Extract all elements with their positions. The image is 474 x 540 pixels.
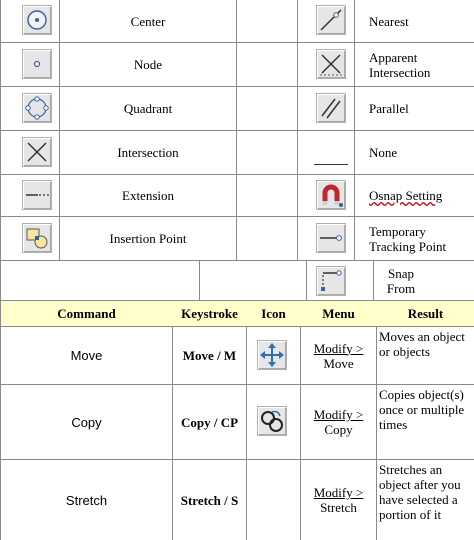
osnap-setting-magnet-icon bbox=[316, 180, 346, 210]
snap-label-insertion-point: Insertion Point bbox=[109, 231, 187, 246]
nearest-snap-icon bbox=[316, 5, 346, 35]
snap-label-temporary-tracking-point: Temporary Tracking Point bbox=[369, 223, 447, 254]
keystroke-stretch: Stretch / S bbox=[180, 492, 239, 508]
header-result: Result bbox=[377, 301, 474, 326]
menu-move-path: Modify > bbox=[313, 340, 364, 356]
parallel-snap-icon bbox=[316, 93, 346, 123]
snap-from-icon bbox=[316, 266, 346, 296]
menu-stretch bbox=[301, 460, 376, 540]
result-copy: Copies object(s) once or multiple times bbox=[379, 387, 465, 432]
command-copy: Copy bbox=[71, 414, 102, 430]
snap-label-snap-from: Snap From bbox=[386, 265, 416, 296]
header-keystroke: Keystroke bbox=[173, 301, 246, 326]
snap-label-intersection: Intersection bbox=[117, 145, 179, 160]
apparent-intersection-snap-icon bbox=[316, 49, 346, 79]
snap-label-osnap-setting bbox=[369, 175, 472, 216]
command-move: Move bbox=[70, 348, 103, 363]
menu-copy-path: Modify > bbox=[313, 407, 364, 422]
intersection-snap-icon bbox=[22, 137, 52, 167]
snap-label-apparent-intersection: Apparent Intersection bbox=[369, 49, 431, 80]
menu-move-item: Move bbox=[323, 355, 354, 371]
snap-label-none: None bbox=[369, 145, 398, 160]
center-snap-icon bbox=[22, 5, 52, 35]
menu-copy bbox=[301, 385, 376, 459]
snap-label-extension: Extension bbox=[122, 188, 174, 203]
none-snap-icon bbox=[314, 164, 348, 165]
extension-snap-icon bbox=[22, 180, 52, 210]
quadrant-snap-icon bbox=[22, 93, 52, 123]
copy-circles-icon bbox=[257, 406, 287, 436]
header-command: Command bbox=[1, 301, 172, 326]
move-arrows-icon bbox=[257, 340, 287, 370]
header-menu: Menu bbox=[301, 301, 376, 326]
snap-label-nearest: Nearest bbox=[369, 13, 409, 29]
snap-label-osnap-setting-text: Osnap Setting bbox=[369, 188, 443, 203]
snap-label-node: Node bbox=[133, 57, 163, 72]
node-snap-icon bbox=[22, 49, 52, 79]
header-icon: Icon bbox=[247, 301, 300, 326]
menu-copy-item: Copy bbox=[324, 422, 353, 437]
menu-stretch-path: Modify > bbox=[313, 485, 364, 500]
keystroke-copy: Copy / CP bbox=[180, 414, 239, 430]
snap-label-parallel: Parallel bbox=[369, 101, 409, 116]
insertion-point-snap-icon bbox=[22, 223, 52, 253]
keystroke-move: Move / M bbox=[182, 348, 237, 363]
menu-stretch-item: Stretch bbox=[320, 500, 357, 515]
snap-label-quadrant: Quadrant bbox=[123, 101, 173, 116]
temporary-tracking-point-icon bbox=[316, 223, 346, 253]
result-move: Moves an object or objects bbox=[379, 329, 465, 359]
menu-move bbox=[301, 327, 376, 384]
snap-label-center: Center bbox=[130, 13, 166, 29]
result-stretch: Stretches an object after you have selected a portion of it bbox=[379, 462, 461, 522]
command-stretch: Stretch bbox=[65, 492, 108, 508]
